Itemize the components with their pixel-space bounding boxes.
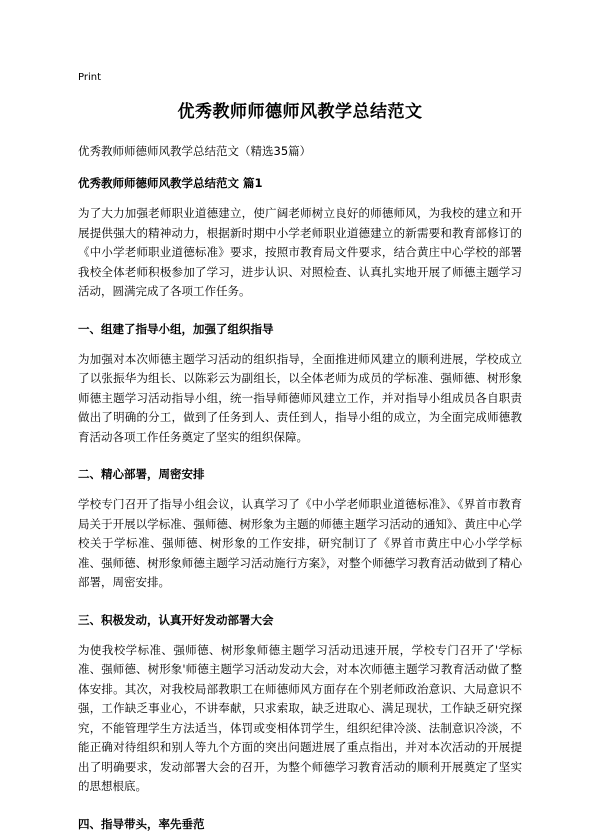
section-subheading: 一、组建了指导小组，加强了组织指导 bbox=[78, 321, 274, 336]
paragraph: 学校专门召开了指导小组会议，认真学习了《中小学老师职业道德标准》、《界首市教育局关于开展以学标准、强师德、树形象为主题的师德主题学习活动的通知》、黄庄中心学校关于学标准、强师德、树形象的工作安排，研究制订了《界首市黄庄中心小学学标准、强师德、树形象师德主题学习活动施行方案》，对整个师德学习教育活动做到了精心部署，周密安排。 bbox=[78, 497, 522, 589]
section-subheading: 四、指导带头，率先垂范 bbox=[78, 816, 205, 831]
print-link[interactable]: Print bbox=[78, 72, 102, 83]
page-title: 优秀教师师德师风教学总结范文 bbox=[177, 102, 423, 122]
document-subtitle: 优秀教师师德师风教学总结范文（精选35篇） bbox=[78, 144, 312, 158]
paragraph: 为了大力加强老师职业道德建立，使广阔老师树立良好的师德师风，为我校的建立和开展提供强大的精神动力，根据新时期中小学老师职业道德建立的新需要和教育部修订的《中小学老师职业道德标准》要求，按照市教育局文件要求，结合黄庄中心学校的部署我校全体老师积极参加了学习，进步认识、对照检查、认真扎实地开展了师德主题学习活动，圆满完成了各项工作任务。 bbox=[78, 206, 522, 298]
paragraph: 为使我校学标准、强师德、树形象师德主题学习活动迅速开展，学校专门召开了'学标准、强师德、树形象'师德主题学习活动发动大会，对本次师德主题学习教育活动做了整体安排。其次，对我校局部教职工在师德师风方面存在个别老师政治意识、大局意识不强，工作缺乏事业心，不讲奉献，只求索取，缺乏进取心、满足现状，工作缺乏研究探究，不能管理学生方法适当，体罚或变相体罚学生，组织纪律冷淡、法制意识冷淡，不能正确对待组织和别人等九个方面的突出问题进展了重点指出，并对本次活动的开展提出了明确要求，发动部署大会的召开，为整个师德学习教育活动的顺利开展奠定了坚实的思想根底。 bbox=[78, 642, 522, 793]
article-heading: 优秀教师师德师风教学总结范文 篇1 bbox=[78, 176, 263, 190]
section-subheading: 三、积极发动，认真开好发动部署大会 bbox=[78, 612, 274, 627]
section-subheading: 二、精心部署，周密安排 bbox=[78, 467, 205, 481]
paragraph: 为加强对本次师德主题学习活动的组织指导，全面推进师风建立的顺利进展，学校成立了以张振华为组长、以陈彩云为副组长，以全体老师为成员的学标准、强师德、树形象师德主题学习活动指导小组，统一指导师德师风建立工作，并对指导小组成员各自职责做出了明确的分工，做到了任务到人、责任到人，指导小组的成立，为全面完成师德教育活动各项工作任务奠定了坚实的组织保障。 bbox=[78, 351, 522, 444]
document-body bbox=[78, 0, 522, 833]
